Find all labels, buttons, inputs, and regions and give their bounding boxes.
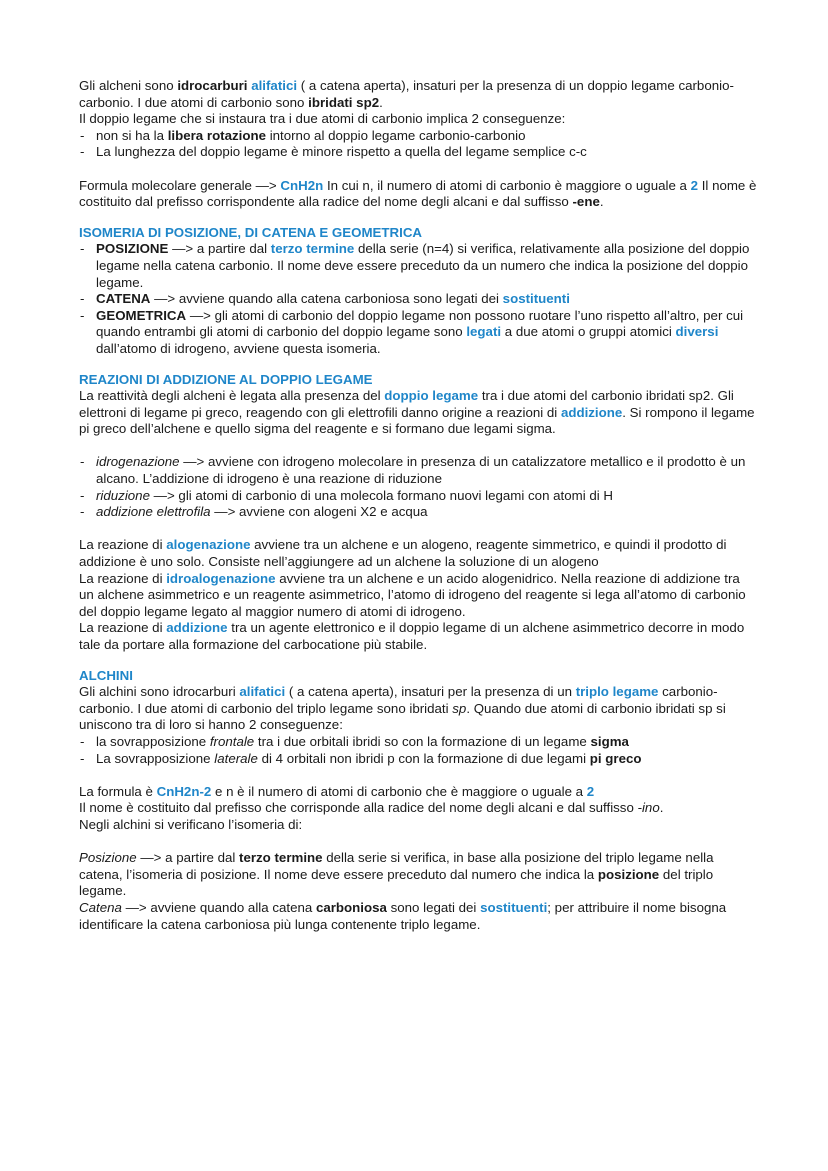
text: e n è il numero di atomi di carbonio che è maggiore o uguale a: [211, 783, 587, 799]
term-doppio-legame: doppio legame: [384, 388, 479, 404]
text: La formula è: [79, 783, 157, 799]
text: ; per attribuire il nome bisogna identificare la catena carboniosa più lunga contenente triplo legame.: [79, 899, 727, 932]
term-sostituenti: sostituenti: [480, 899, 548, 915]
text: .: [659, 800, 664, 816]
term-sostituenti: sostituenti: [502, 291, 570, 307]
text: tra i due orbitali ibridi so con la formazione di un legame: [254, 733, 591, 749]
catena-paragraph: [79, 900, 758, 933]
min-carbon-count: 2: [586, 783, 595, 799]
addizione-paragraph: [79, 620, 758, 653]
alchini-paragraph: [79, 684, 758, 734]
term-posizione: Posizione: [79, 850, 137, 866]
term-idroalogenazione: idroalogenazione: [166, 570, 276, 586]
text: —> avviene con idrogeno molecolare in presenza di un catalizzatore metallico e il prodotto è un alcano. L’addizione di idrogeno è una reazione di riduzione: [96, 454, 746, 487]
term-alogenazione: alogenazione: [166, 537, 251, 553]
text: La reazione di: [79, 537, 167, 553]
text: tra un agente elettronico e il doppio legame di un alchene asimmetrico decorre in modo tale da portare alla formazione del carbocatione più stabile.: [79, 620, 745, 652]
term-idrocarburi: idrocarburi: [177, 78, 248, 93]
alchini-formula: [79, 784, 758, 801]
list-item: [79, 454, 758, 487]
term-posizione: POSIZIONE: [96, 241, 169, 257]
text: ( a catena aperta), insaturi per la presenza di un doppio legame carbonio-carbonio. I due atomi di carbonio sono: [79, 78, 734, 110]
text: di 4 orbitali non ibridi p con la formazione di due legami: [257, 750, 590, 766]
term-libera-rotazione: libera rotazione: [167, 127, 266, 143]
term-idrogenazione: idrogenazione: [96, 454, 180, 470]
text: carbonio-carbonio. I due atomi di carbonio del triplo legame sono ibridati: [79, 684, 718, 716]
alchini-nome: [79, 800, 758, 817]
heading-reazioni: REAZIONI DI ADDIZIONE AL DOPPIO LEGAME: [79, 371, 373, 387]
text: la sovrapposizione: [96, 733, 210, 749]
intro-paragraph: [79, 78, 758, 111]
text: La sovrapposizione: [96, 750, 215, 766]
term-posizione-bold: posizione: [597, 866, 660, 882]
text: La reattività degli alcheni è legata alla presenza del: [79, 388, 385, 404]
text: .: [599, 194, 604, 210]
term-alifatici: alifatici: [239, 684, 286, 700]
text: del triplo legame.: [79, 866, 714, 899]
text: a due atomi o gruppi atomici: [501, 324, 676, 340]
text: . Quando due atomi di carbonio ibridati sp si uniscono tra di loro si hanno 2 conseguenze:: [79, 700, 726, 733]
text: —> avviene quando alla catena: [121, 899, 316, 915]
formula-alcheni: CnH2n: [280, 177, 324, 193]
text: —> gli atomi di carbonio del doppio legame non possono ruotare l’uno rispetto all’altro, per cui quando entrambi gli atomi di carbonio del doppio legame sono: [96, 307, 744, 340]
heading-isomeria: ISOMERIA DI POSIZIONE, DI CATENA E GEOMETRICA: [79, 224, 423, 240]
text: —> avviene con alogeni X2 e acqua: [210, 504, 428, 520]
text: Gli alcheni sono: [79, 78, 178, 93]
suffix-ino: -ino: [637, 800, 660, 816]
term-laterale: laterale: [214, 750, 258, 766]
text: .: [379, 94, 383, 110]
formula-paragraph: [79, 178, 758, 211]
list-item: [79, 751, 758, 768]
text: non si ha la: [96, 127, 168, 143]
alchini-list: [79, 734, 758, 767]
alogenazione-paragraph: [79, 537, 758, 570]
text: sono legati dei: [386, 899, 481, 915]
text: Il nome è costituito dal prefisso corrispondente alla radice del nome degli alcani e dal suffisso: [79, 177, 757, 210]
term-riduzione: riduzione: [96, 487, 150, 503]
term-terzo-termine: terzo termine: [239, 850, 323, 866]
alchini-isomeria-intro: Negli alchini si verificano l’isomeria di:: [79, 816, 303, 832]
term-alifatici: alifatici: [251, 78, 298, 93]
term-addizione-elettrofila: addizione elettrofila: [96, 504, 211, 520]
text: della serie si verifica, in base alla posizione del triplo legame nella catena, l’isomeria di posizione. Il nome deve essere preceduto dal numero che indica la: [79, 850, 714, 882]
text: dall’atomo di idrogeno, avviene questa isomeria.: [96, 340, 381, 356]
term-sigma: sigma: [590, 733, 629, 749]
list-item: [79, 308, 758, 358]
consequences-list: [79, 128, 758, 161]
consequences-intro: Il doppio legame che si instaura tra i due atomi di carbonio implica 2 conseguenze:: [79, 111, 566, 127]
posizione-paragraph: [79, 850, 758, 900]
text: —> avviene quando alla catena carboniosa sono legati dei: [150, 291, 503, 307]
list-item: [79, 488, 758, 505]
term-catena: Catena: [79, 899, 122, 915]
text: La reazione di: [79, 620, 167, 636]
reazioni-list: [79, 454, 758, 520]
text: La reazione di: [79, 570, 167, 586]
term-addizione: addizione: [560, 404, 623, 420]
list-item: [79, 291, 758, 308]
reazioni-paragraph: [79, 388, 758, 438]
text: intorno al doppio legame carbonio-carbonio: [266, 127, 526, 143]
min-carbon-count: 2: [690, 177, 699, 193]
text: . Si rompono il legame pi greco dell’alchene e quello sigma del reagente e si formano due legami sigma.: [79, 404, 755, 437]
list-item: [79, 504, 758, 521]
term-frontale: frontale: [209, 733, 255, 749]
text: Il nome è costituito dal prefisso che corrisponde alla radice del nome degli alcani e dal suffisso: [79, 800, 638, 816]
list-item: [79, 241, 758, 291]
term-catena: CATENA: [96, 291, 151, 307]
term-diversi: diversi: [675, 324, 719, 340]
text: —> a partire dal: [168, 241, 271, 257]
idroalogenazione-paragraph: [79, 571, 758, 621]
text: In cui n, il numero di atomi di carbonio è maggiore o uguale a: [323, 177, 691, 193]
text: —> a partire dal: [136, 850, 240, 866]
term-geometrica: GEOMETRICA: [96, 307, 187, 323]
text: Formula molecolare generale —>: [79, 177, 281, 193]
term-legati: legati: [466, 324, 502, 340]
term-terzo-termine: terzo termine: [270, 241, 355, 257]
term-sp: sp: [452, 700, 467, 716]
isomeria-list: [79, 241, 758, 357]
text: della serie (n=4) si verifica, relativamente alla posizione del doppio legame nella catena carbonio. Il nome deve essere preceduto da un numero che indica la posizione del doppio legame.: [96, 241, 750, 290]
text: avviene tra un alchene e un acido alogenidrico. Nella reazione di addizione tra un alchene asimmetrico e un reagente asimmetrico, l’atomo di idrogeno del reagente si lega all’atomo di carbonio del doppio legame legato al maggior numero di atomi di idrogeno.: [79, 570, 746, 619]
text: —> gli atomi di carbonio di una molecola formano nuovi legami con atomi di H: [149, 487, 614, 503]
text: Gli alchini sono idrocarburi: [79, 684, 240, 700]
term-carboniosa: carboniosa: [315, 899, 387, 915]
list-item: [79, 128, 758, 145]
suffix-ene: -ene: [572, 194, 600, 210]
text: avviene tra un alchene e un alogeno, reagente simmetrico, e quindi il prodotto di addizione è uno solo. Consiste nell’aggiungere ad un alchene la soluzione di un alogeno: [79, 537, 727, 570]
term-ibridati-sp2: ibridati sp2: [308, 94, 380, 110]
term-addizione: addizione: [166, 620, 228, 636]
formula-alchini: CnH2n-2: [156, 783, 212, 799]
list-item: [79, 734, 758, 751]
text: tra i due atomi del carbonio ibridati sp2. Gli elettroni di legame pi greco, reagendo con gli elettrofili danno origine a reazioni di: [79, 388, 734, 420]
text: ( a catena aperta), insaturi per la presenza di un: [285, 684, 576, 700]
term-triplo-legame: triplo legame: [575, 684, 659, 700]
term-pi-greco: pi greco: [589, 750, 642, 766]
heading-alchini: ALCHINI: [79, 667, 133, 683]
list-item: - La lunghezza del doppio legame è minore rispetto a quella del legame semplice c-c: [79, 144, 758, 161]
